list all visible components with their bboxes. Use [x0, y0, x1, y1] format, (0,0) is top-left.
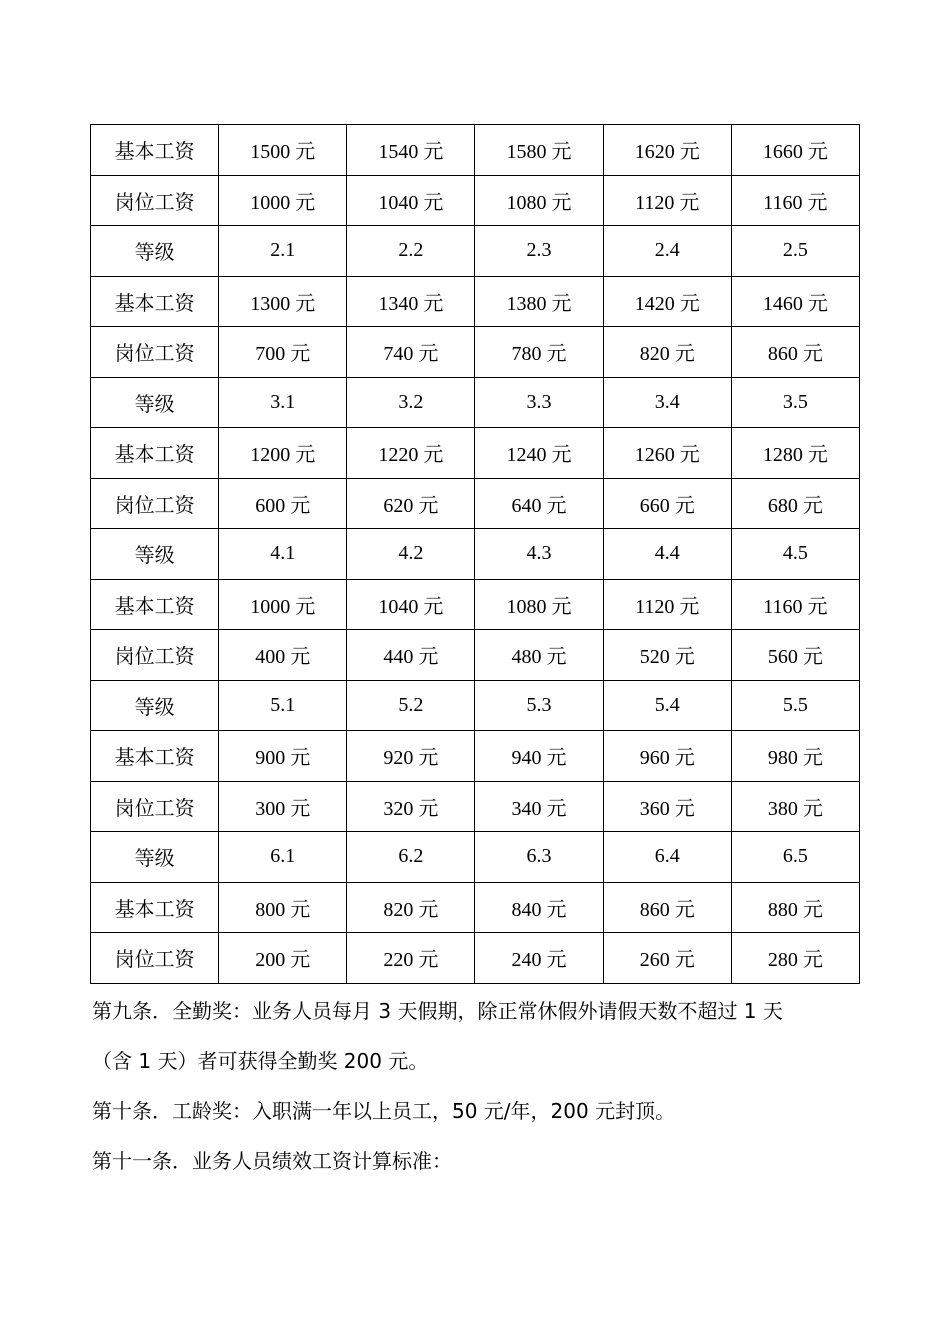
article-10: 第十条．工龄奖：入职满一年以上员工，50 元/年，200 元封顶。: [92, 1099, 676, 1123]
table-cell: 4.3: [475, 529, 603, 580]
table-cell: 5.3: [475, 680, 603, 731]
row-label: 岗位工资: [91, 327, 219, 378]
table-cell: 1380 元: [475, 276, 603, 327]
table-cell: 3.2: [347, 377, 475, 428]
table-row: [91, 933, 860, 984]
table-cell: 4.4: [603, 529, 731, 580]
table-cell: 1040 元: [347, 175, 475, 226]
table-cell: 5.4: [603, 680, 731, 731]
table-cell: 1460 元: [731, 276, 859, 327]
table-cell: 1620 元: [603, 125, 731, 176]
table-cell: 1300 元: [219, 276, 347, 327]
table-cell: 2.1: [219, 226, 347, 277]
table-cell: 4.1: [219, 529, 347, 580]
table-cell: 560 元: [731, 630, 859, 681]
salary-table-body: [91, 125, 860, 984]
row-label: 基本工资: [91, 428, 219, 479]
table-cell: 2.2: [347, 226, 475, 277]
table-cell: 1240 元: [475, 428, 603, 479]
table-cell: 2.3: [475, 226, 603, 277]
table-row: [91, 276, 860, 327]
table-cell: 1000 元: [219, 175, 347, 226]
table-cell: 620 元: [347, 478, 475, 529]
table-cell: 680 元: [731, 478, 859, 529]
table-cell: 5.2: [347, 680, 475, 731]
row-label: 基本工资: [91, 882, 219, 933]
table-cell: 1160 元: [731, 175, 859, 226]
table-cell: 520 元: [603, 630, 731, 681]
table-cell: 820 元: [603, 327, 731, 378]
table-cell: 1260 元: [603, 428, 731, 479]
table-cell: 360 元: [603, 781, 731, 832]
table-cell: 860 元: [731, 327, 859, 378]
table-cell: 1580 元: [475, 125, 603, 176]
row-label: 岗位工资: [91, 478, 219, 529]
row-label: 等级: [91, 226, 219, 277]
table-cell: 880 元: [731, 882, 859, 933]
table-cell: 280 元: [731, 933, 859, 984]
table-row: [91, 731, 860, 782]
table-cell: 5.1: [219, 680, 347, 731]
table-cell: 1340 元: [347, 276, 475, 327]
table-cell: 980 元: [731, 731, 859, 782]
row-label: 基本工资: [91, 125, 219, 176]
table-row: [91, 529, 860, 580]
row-label: 岗位工资: [91, 630, 219, 681]
table-cell: 800 元: [219, 882, 347, 933]
table-row: [91, 478, 860, 529]
table-row: [91, 428, 860, 479]
table-cell: 1040 元: [347, 579, 475, 630]
table-row: [91, 579, 860, 630]
article-9-line-2: （含 1 天）者可获得全勤奖 200 元。: [92, 1049, 429, 1073]
table-cell: 3.5: [731, 377, 859, 428]
table-cell: 600 元: [219, 478, 347, 529]
table-cell: 2.5: [731, 226, 859, 277]
table-cell: 1280 元: [731, 428, 859, 479]
table-cell: 1500 元: [219, 125, 347, 176]
table-cell: 4.2: [347, 529, 475, 580]
table-cell: 3.3: [475, 377, 603, 428]
table-cell: 6.3: [475, 832, 603, 883]
table-cell: 1120 元: [603, 579, 731, 630]
table-cell: 3.1: [219, 377, 347, 428]
table-cell: 6.4: [603, 832, 731, 883]
table-row: [91, 125, 860, 176]
row-label: 等级: [91, 377, 219, 428]
table-cell: 1080 元: [475, 175, 603, 226]
row-label: 基本工资: [91, 579, 219, 630]
article-9-line-1: 第九条．全勤奖：业务人员每月 3 天假期，除正常休假外请假天数不超过 1 天: [92, 999, 783, 1023]
table-cell: 4.5: [731, 529, 859, 580]
table-cell: 940 元: [475, 731, 603, 782]
table-cell: 1420 元: [603, 276, 731, 327]
table-cell: 700 元: [219, 327, 347, 378]
table-cell: 260 元: [603, 933, 731, 984]
row-label: 等级: [91, 832, 219, 883]
table-row: [91, 680, 860, 731]
table-cell: 960 元: [603, 731, 731, 782]
table-cell: 6.1: [219, 832, 347, 883]
table-cell: 1120 元: [603, 175, 731, 226]
table-cell: 1220 元: [347, 428, 475, 479]
row-label: 岗位工资: [91, 781, 219, 832]
table-cell: 240 元: [475, 933, 603, 984]
table-cell: 1000 元: [219, 579, 347, 630]
table-row: [91, 226, 860, 277]
table-cell: 220 元: [347, 933, 475, 984]
table-cell: 340 元: [475, 781, 603, 832]
table-cell: 300 元: [219, 781, 347, 832]
table-cell: 920 元: [347, 731, 475, 782]
table-cell: 740 元: [347, 327, 475, 378]
table-cell: 860 元: [603, 882, 731, 933]
table-cell: 440 元: [347, 630, 475, 681]
table-cell: 320 元: [347, 781, 475, 832]
table-cell: 1160 元: [731, 579, 859, 630]
table-row: [91, 175, 860, 226]
row-label: 岗位工资: [91, 933, 219, 984]
row-label: 岗位工资: [91, 175, 219, 226]
table-row: [91, 832, 860, 883]
row-label: 基本工资: [91, 276, 219, 327]
table-cell: 6.2: [347, 832, 475, 883]
article-11: 第十一条．业务人员绩效工资计算标准：: [92, 1149, 452, 1173]
table-row: [91, 781, 860, 832]
table-cell: 840 元: [475, 882, 603, 933]
table-cell: 1200 元: [219, 428, 347, 479]
table-cell: 1540 元: [347, 125, 475, 176]
row-label: 基本工资: [91, 731, 219, 782]
row-label: 等级: [91, 529, 219, 580]
table-row: [91, 882, 860, 933]
table-row: [91, 377, 860, 428]
table-cell: 6.5: [731, 832, 859, 883]
salary-grade-table: [90, 124, 860, 984]
table-cell: 5.5: [731, 680, 859, 731]
table-row: [91, 327, 860, 378]
row-label: 等级: [91, 680, 219, 731]
table-cell: 1660 元: [731, 125, 859, 176]
table-cell: 1080 元: [475, 579, 603, 630]
table-cell: 660 元: [603, 478, 731, 529]
table-cell: 640 元: [475, 478, 603, 529]
table-row: [91, 630, 860, 681]
table-cell: 400 元: [219, 630, 347, 681]
table-cell: 380 元: [731, 781, 859, 832]
table-cell: 900 元: [219, 731, 347, 782]
table-cell: 3.4: [603, 377, 731, 428]
table-cell: 780 元: [475, 327, 603, 378]
table-cell: 2.4: [603, 226, 731, 277]
table-cell: 480 元: [475, 630, 603, 681]
table-cell: 200 元: [219, 933, 347, 984]
table-cell: 820 元: [347, 882, 475, 933]
